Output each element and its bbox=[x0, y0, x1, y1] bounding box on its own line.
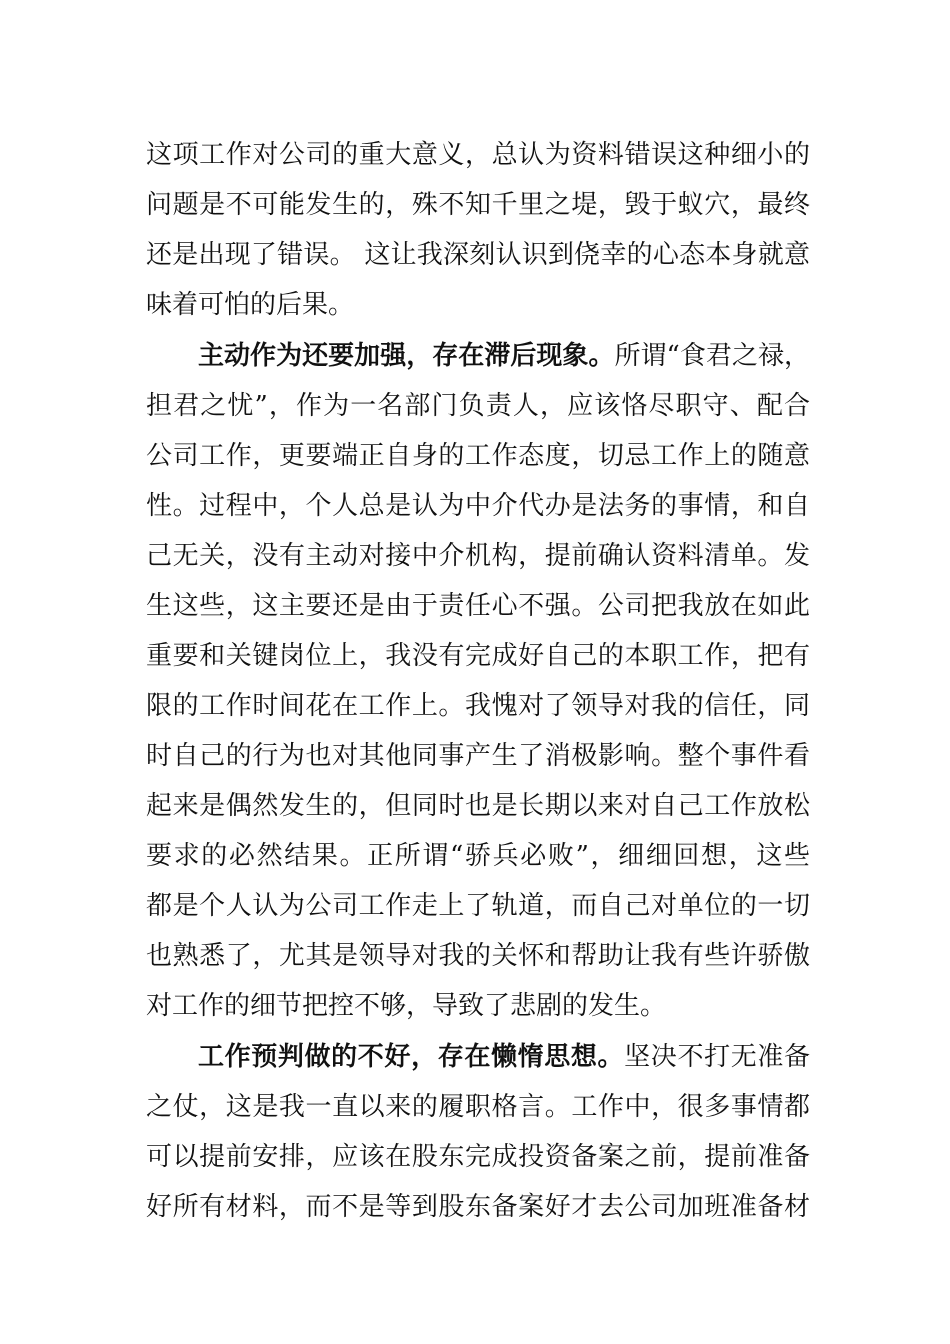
text-line: 都是个人认为公司工作走上了轨道，而自己对单位的一切 bbox=[146, 891, 810, 921]
text-line: 担君之忧”，作为一名部门负责人，应该恪尽职守、配合 bbox=[146, 391, 810, 421]
paragraph-3 bbox=[146, 1032, 810, 1232]
document-body bbox=[146, 130, 810, 1232]
text-line: 也熟悉了，尤其是领导对我的关怀和帮助让我有些许骄傲 bbox=[146, 941, 810, 971]
paragraph-first-line bbox=[146, 331, 810, 381]
text-line: 公司工作，更要端正自身的工作态度，切忌工作上的随意 bbox=[146, 441, 810, 471]
text-line: 可以提前安排，应该在股东完成投资备案之前，提前准备 bbox=[146, 1142, 810, 1172]
text-line: 对工作的细节把控不够，导致了悲剧的发生。 bbox=[146, 991, 667, 1021]
text-line: 重要和关键岗位上，我没有完成好自己的本职工作，把有 bbox=[146, 641, 810, 671]
text-line: 这项工作对公司的重大意义，总认为资料错误这种细小的 bbox=[146, 140, 810, 170]
paragraph-text: 坚决不打无准备 bbox=[624, 1042, 810, 1072]
paragraph-text: 所谓“食君之禄， bbox=[614, 341, 810, 371]
text-line: 味着可怕的后果。 bbox=[146, 290, 355, 320]
text-line: 生这些，这主要还是由于责任心不强。公司把我放在如此 bbox=[146, 591, 810, 621]
paragraph-2 bbox=[146, 331, 810, 1031]
paragraph-heading: 工作预判做的不好，存在懒惰思想。 bbox=[198, 1042, 625, 1072]
text-line: 之仗，这是我一直以来的履职格言。工作中，很多事情都 bbox=[146, 1092, 810, 1122]
text-line: 好所有材料，而不是等到股东备案好才去公司加班准备材 bbox=[146, 1192, 810, 1222]
text-line: 己无关，没有主动对接中介机构，提前确认资料清单。发 bbox=[146, 541, 810, 571]
text-line: 时自己的行为也对其他同事产生了消极影响。整个事件看 bbox=[146, 741, 810, 771]
paragraph-heading: 主动作为还要加强，存在滞后现象。 bbox=[198, 341, 615, 371]
paragraph-first-line bbox=[146, 1032, 810, 1082]
text-line: 性。过程中，个人总是认为中介代办是法务的事情，和自 bbox=[146, 491, 810, 521]
text-line: 还是出现了错误。 这让我深刻认识到侥幸的心态本身就意 bbox=[146, 240, 810, 270]
paragraph-1 bbox=[146, 130, 810, 330]
text-line: 起来是偶然发生的，但同时也是长期以来对自己工作放松 bbox=[146, 791, 810, 821]
text-line: 限的工作时间花在工作上。我愧对了领导对我的信任，同 bbox=[146, 691, 810, 721]
text-line: 问题是不可能发生的，殊不知千里之堤，毁于蚁穴，最终 bbox=[146, 190, 810, 220]
text-line: 要求的必然结果。正所谓“骄兵必败”，细细回想，这些 bbox=[146, 841, 810, 871]
